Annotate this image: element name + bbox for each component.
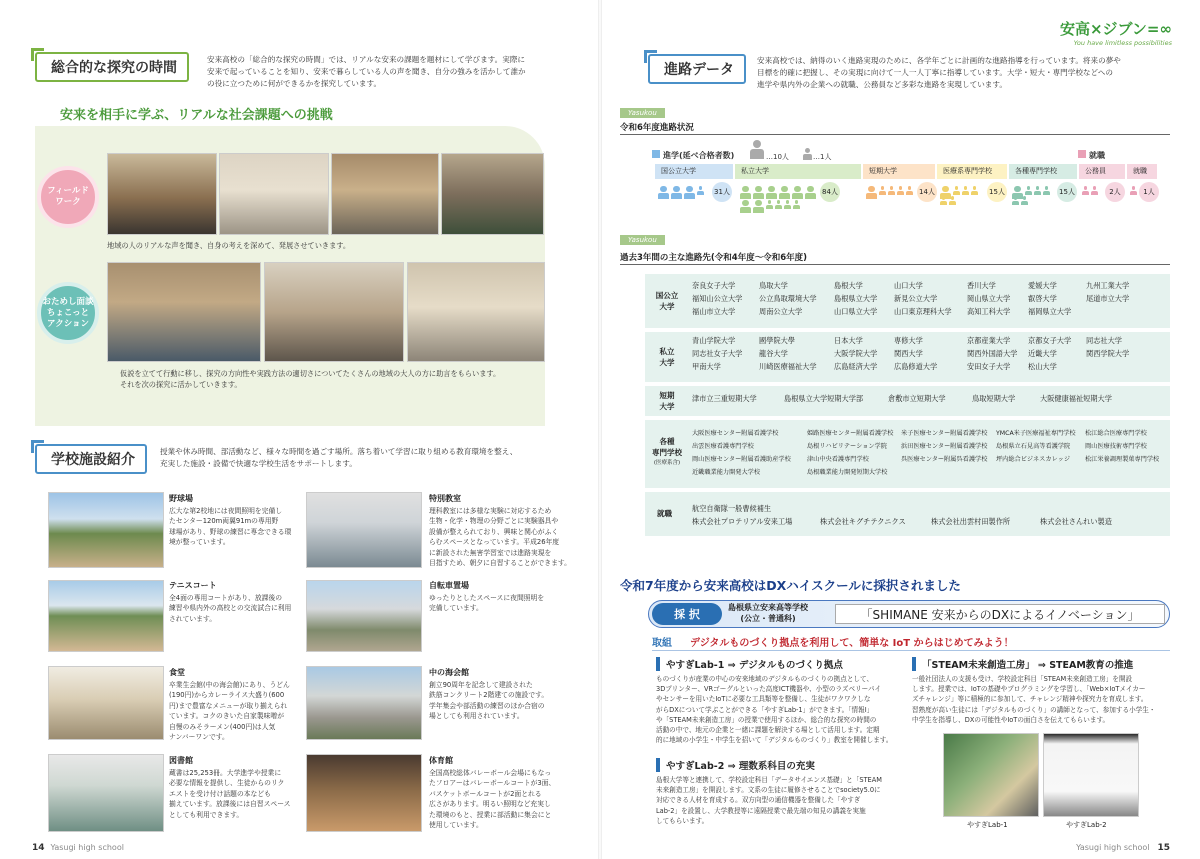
destination-item: 愛媛大学: [1028, 281, 1057, 290]
divider: [620, 264, 1170, 265]
lab1-heading: やすぎLab-1 ⇒ デジタルものづくり拠点: [656, 657, 843, 671]
destination-item: 奈良女子大学: [692, 281, 736, 290]
destination-item: 姫路医療センター附属看護学校: [807, 430, 894, 437]
legend-10: …10人: [766, 153, 789, 161]
category-vocational: 各種専門学校: [1009, 164, 1077, 179]
row-head-private: 私立 大学: [659, 347, 675, 367]
row-head-jobs: 就職: [657, 509, 672, 518]
destination-item: 松江栄養調理製菓専門学校: [1085, 456, 1160, 463]
person-icon: [671, 186, 682, 199]
destination-item: 九州工業大学: [1086, 281, 1130, 290]
past-destinations-title: 過去3年間の主な進路先(令和4年度～令和6年度): [620, 253, 808, 263]
category-junior: 短期大学: [863, 164, 935, 179]
facility-title: 野球場: [169, 494, 193, 503]
steam-text: 一般社団法人の支援も受け、学校設定科目「STEAM未来創造工房」を開設 します。授業では、IoTの基礎やプログラミングを学習し、「Web×IoTメイカー ズチャレンジ」等に積極的に参加して、チャレンジ精神や探究力を育成します。 習熟度が高い生徒には「デジタルものづくり」の講師となって、参加する小学生・ 中学生を指導し、DXの可能性やIoTの面白さを伝えてもらいます。: [912, 675, 1156, 724]
destination-item: 叡啓大学: [1028, 294, 1057, 303]
category-employment: 就職: [1127, 164, 1157, 179]
fieldwork-caption: 地域の人のリアルな声を聞き、自身の考えを深めて、発展させていきます。: [107, 241, 351, 250]
destination-item: 尾道市立大学: [1086, 294, 1130, 303]
person-icon: [684, 186, 695, 199]
destination-item: 川崎医療福祉大学: [759, 362, 817, 371]
person-icon: [1082, 186, 1089, 195]
person-icon: [793, 200, 800, 209]
destination-item: 浜田医療センター附属看護学校: [901, 443, 988, 450]
facility-title: 体育館: [429, 756, 453, 765]
book-spine: [598, 0, 602, 859]
school-name: 島根県立安来高等学校 (公立・普通科): [728, 603, 808, 623]
facility-text: 全4面の専用コートがあり、放課後の 練習や県内外の高校との交流試合に利用 されています。: [169, 594, 292, 623]
person-icon: [971, 186, 978, 195]
count-badge: 15人: [1057, 182, 1077, 202]
lab1-caption: やすぎLab-1: [967, 821, 1008, 829]
person-icon: [897, 186, 904, 195]
row-head-junior: 短期 大学: [659, 391, 675, 411]
person-icon: [753, 186, 764, 199]
person-icon: [766, 186, 777, 199]
destination-item: 京都産業大学: [967, 336, 1011, 345]
fieldwork-label: フィールド ワーク: [37, 166, 99, 228]
table-row-jobs: [645, 492, 1170, 536]
inquiry-intro: 安来高校の「総合的な探究の時間」では、リアルな安来の課題を題材にして学びます。実際に 安来で起っていることを知り、安来で暮らしている人の声を聞き、自分の強みを活かして誰か の役に立つために何ができるかを探究しています。: [207, 55, 526, 88]
baseball-field-photo: [48, 492, 164, 568]
row-head-national: 国公立 大学: [655, 291, 679, 311]
person-icon: [792, 186, 803, 199]
yasukou-tag: Yasukou: [620, 108, 665, 118]
legend-1: …1人: [813, 153, 832, 161]
destination-item: 青山学院大学: [692, 336, 736, 345]
person-icon: [906, 186, 913, 195]
facility-text: ゆったりとしたスペースに夜間照明を 完備しています。: [429, 594, 545, 613]
person-icon: [1021, 196, 1028, 205]
person-icon: [697, 186, 704, 195]
person-icon: [888, 186, 895, 195]
footer-left: 14 Yasugi high school: [32, 843, 124, 853]
destination-item: 津市立三重短期大学: [692, 394, 757, 403]
section-title-facilities: 学校施設紹介: [35, 444, 147, 474]
destination-item: 近畿大学: [1028, 349, 1057, 358]
facility-text: 理科教室には多様な実験に対応するため 生物・化学・物理の分野ごとに実験器具や 設備が整えられており、興味と関心がふく らむスペースとなっています。平成26年度 に新設された無害学習室では進路実現を 目指すため、朝夕に自習することができます。: [429, 507, 571, 568]
destination-item: 津山中央看護専門学校: [807, 456, 869, 463]
divider: [652, 650, 1170, 651]
person-icon: [779, 186, 790, 199]
destination-item: 山口大学: [894, 281, 923, 290]
initiative-text: デジタルものづくり拠点を利用して、簡単な IoT からはじめてみよう！: [690, 638, 1014, 649]
destination-item: 山口県立大学: [834, 307, 878, 316]
legend-shushoku: 就職: [1078, 150, 1105, 161]
facility-title: 中の海会館: [429, 668, 469, 677]
destination-item: 福岡県立大学: [1028, 307, 1072, 316]
bicycle-parking-photo: [306, 580, 422, 652]
facilities-intro: 授業や休み時間、部活動など、様々な時間を過ごす場所。落ち着いて学習に取り組める教育環境を整え、 充実した施設・設備で快適な学校生活をサポートします。: [160, 447, 518, 468]
legend-shingaku: 進学(延べ合格者数): [652, 150, 734, 161]
destination-item: 岡山医療技術専門学校: [1085, 443, 1147, 450]
facility-text: 創立90周年を記念して建設された 鉄筋コンクリート2階建ての施設です。 学年集会や部活動の練習のほか合宿の 場としても利用されています。: [429, 681, 549, 721]
facility-title: 自転車置場: [429, 581, 469, 590]
destination-item: 倉敷市立短期大学: [888, 394, 946, 403]
destination-item: 島根大学: [834, 281, 863, 290]
category-civil-servant: 公務員: [1079, 164, 1125, 179]
count-badge: 84人: [820, 182, 840, 202]
destination-item: 関西外国語大学: [967, 349, 1018, 358]
lab1-text: ものづくりが産業の中心の安来地域のデジタルものづくりの拠点として、 3Dプリンター、VRゴーグルといった高度ICT機器や、小型のラズベリーパイ やセンサーを用いたIoTに必要な工具類等を整備し、生徒がワクワクしな がらDXについて学ぶことができる「やすぎLab-1」ができます。「情報Ⅰ」 や「STEAM未来創造工房」の授業で使用するほか、総合的な探究の時間の 活動の中で、地元の企業と一緒に課題を解決する場として活用します。定期 的に地域の小学生・中学生を招いて「デジタルものづくり」教室を開催します。: [656, 675, 893, 745]
destination-item: 島根県立大学: [834, 294, 878, 303]
destination-item: 松山大学: [1028, 362, 1057, 371]
lab2-heading: やすぎLab-2 ⇒ 理数系科目の充実: [656, 758, 815, 772]
count-badge: 15人: [987, 182, 1007, 202]
destination-item: YMCA米子医療福祉専門学校: [996, 430, 1076, 437]
destination-item: 公立鳥取環境大学: [759, 294, 817, 303]
person-icon: [953, 186, 960, 195]
destination-item: 岡山医療センター附属看護助産学校: [692, 456, 791, 463]
divider: [620, 134, 1170, 135]
cafeteria-photo: [48, 666, 164, 740]
person-icon: [658, 186, 669, 199]
person-icon: [753, 200, 764, 213]
tennis-court-photo: [48, 580, 164, 652]
destination-item: 安田女子大学: [967, 362, 1011, 371]
person-icon: [962, 186, 969, 195]
destination-item: 島根職業能力開発短期大学校: [807, 469, 888, 476]
fieldwork-photo-1: [107, 153, 217, 235]
destination-item: 福知山公立大学: [692, 294, 743, 303]
person-icon: [803, 148, 812, 160]
fieldwork-photo-3: [331, 153, 439, 235]
person-icon: [775, 200, 782, 209]
destination-item: 鳥取大学: [759, 281, 788, 290]
destination-item: 甲南大学: [692, 362, 721, 371]
count-badge: 31人: [712, 182, 732, 202]
count-badge: 1人: [1139, 182, 1159, 202]
person-icon: [1043, 186, 1050, 195]
steam-heading: 「STEAM未来創造工房」 ⇒ STEAM教育の推進: [912, 657, 1133, 671]
person-icon: [740, 200, 751, 213]
destination-item: 松江総合医療専門学校: [1085, 430, 1147, 437]
destination-item: 関西学院大学: [1086, 349, 1130, 358]
library-photo: [48, 754, 164, 832]
destination-item: 鳥取短期大学: [972, 394, 1016, 403]
destination-item: 関西大学: [894, 349, 923, 358]
special-classroom-photo: [306, 492, 422, 568]
destination-item: 山口東京理科大学: [894, 307, 952, 316]
facility-text: 蔵書は25,253冊。大学進学や授業に 必要な情報を提供し、生徒からのリク エストを受け付け話題の本なども 揃えています。放課後には自習スペース としても利用できます。: [169, 769, 291, 819]
destination-item: 坪内総合ビジネスカレッジ: [996, 456, 1071, 463]
destination-item: 岡山県立大学: [967, 294, 1011, 303]
nakanoumi-hall-photo: [306, 666, 422, 740]
destination-item: 株式会社プロテリアル安来工場: [692, 517, 793, 526]
person-icon: [866, 186, 877, 199]
destination-item: 島根リハビリテーション学院: [807, 443, 887, 450]
dx-slogan: 「SHIMANE 安来からのDXによるイノベーション」: [835, 604, 1165, 624]
category-medical: 医療系専門学校: [937, 164, 1007, 179]
count-badge: 14人: [917, 182, 937, 202]
category-national: 国公立大学: [655, 164, 733, 179]
fieldwork-photo-4: [441, 153, 544, 235]
destination-item: 近畿職業能力開発大学校: [692, 469, 761, 476]
lab2-caption: やすぎLab-2: [1066, 821, 1107, 829]
person-icon: [1034, 186, 1041, 195]
gymnasium-photo: [306, 754, 422, 832]
destination-item: 京都女子大学: [1028, 336, 1072, 345]
person-icon: [805, 186, 816, 199]
destination-item: 同志社女子大学: [692, 349, 743, 358]
fieldwork-photo-2: [219, 153, 329, 235]
person-icon: [766, 200, 773, 209]
destination-item: 呉医療センター附属呉看護学校: [901, 456, 988, 463]
adoption-badge: 採 択: [652, 603, 722, 625]
destination-item: 新見公立大学: [894, 294, 938, 303]
destination-item: 専修大学: [894, 336, 923, 345]
destination-item: 出雲医療看護専門学校: [692, 443, 754, 450]
section-title-inquiry: 総合的な探究の時間: [35, 52, 189, 82]
facility-title: 特別教室: [429, 494, 461, 503]
facility-text: 卒業生会館(中の海会館)にあり、うどん (190円)からカレーライス大盛り(600 円)まで豊富なメニューが取り揃えられ ています。コクのきいた自家製味噌が 自慢のみそラーメン(400円)は人気 ナンバーワンです。: [169, 681, 290, 742]
facility-text: 広大な第2校地には夜間照明を完備し たセンター120m両翼91mの専用野 球場があり、野球の練習に専念できる環 境が整っています。: [169, 507, 292, 547]
yasukou-tag: Yasukou: [620, 235, 665, 245]
destination-item: 國學院大學: [759, 336, 795, 345]
person-icon: [940, 196, 947, 205]
lab2-photo: [1043, 733, 1139, 817]
person-icon: [784, 200, 791, 209]
person-icon: [1025, 186, 1032, 195]
action-photo-1: [107, 262, 261, 362]
destination-item: 大阪医療センター附属看護学校: [692, 430, 779, 437]
destination-item: 周南公立大学: [759, 307, 803, 316]
career-intro: 安来高校では、納得のいく進路実現のために、各学年ごとに計画的な進路指導を行っています。将来の夢や 目標を的確に把握し、その実現に向けて一人一人丁寧に指導しています。大学・短大・専門学校などへの 進学や県内外の企業への就職、公務員など多彩な進路を実現しています。: [757, 56, 1121, 89]
action-label: おためし面談 ちょこっと アクション: [37, 282, 99, 344]
destination-item: 香川大学: [967, 281, 996, 290]
row-head-vocational: 各種 専門学校 (医療系含): [652, 437, 682, 466]
person-icon: [879, 186, 886, 195]
destination-item: 株式会社さんれい製造: [1040, 517, 1112, 526]
facility-title: 食堂: [169, 668, 185, 677]
destination-item: 島根県立石見高等看護学院: [996, 443, 1071, 450]
brand-logo: 安高×ジブン=∞ You have limitless possibilities: [1059, 20, 1172, 47]
lab2-text: 島根大学等と連携して、学校設定科目「データサイエンス基礎」と「STEAM 未来創造工房」を開設します。文系の生徒に履修させることでsociety5.0に 対応できる人材を育成する。双方向型の通信機器を整備した「やすぎ Lab-2」を設置し、大学教授等に遠隔授業で最先端の知見の講義を実施 してもらいます。: [656, 776, 882, 825]
action-photo-3: [407, 262, 545, 362]
section-title-career-data: 進路データ: [648, 54, 746, 84]
person-icon: [949, 196, 956, 205]
destination-item: 島根県立大学短期大学部: [784, 394, 864, 403]
person-icon: [1130, 186, 1137, 195]
action-caption: 仮説を立てて行動に移し、探究の方向性や実践方法の適切さについてたくさんの地域の大人の方に助言をもらいます。 それを次の探究に活かしていきます。: [120, 369, 501, 389]
destination-item: 株式会社出雲村田製作所: [931, 517, 1011, 526]
facility-title: テニスコート: [169, 581, 217, 590]
destination-item: 広島修道大学: [894, 362, 938, 371]
person-icon: [740, 186, 751, 199]
destination-item: 日本大学: [834, 336, 863, 345]
destination-item: 大阪学院大学: [834, 349, 878, 358]
initiative-label: 取組: [652, 638, 672, 649]
category-private: 私立大学: [735, 164, 861, 179]
person-icon: [1091, 186, 1098, 195]
lab1-photo: [943, 733, 1039, 817]
destination-item: 株式会社キグチテクニクス: [820, 517, 906, 526]
action-photo-2: [264, 262, 404, 362]
facility-text: 全国高校総体バレーボール会場にもなっ たフロアーはバレーボールコートが3面、 バスケットボールコートが2面とれる 広さがあります。明るい照明など充実し た環境のもと、授業に部活動に集会にと 使用しています。: [429, 769, 556, 830]
destination-item: 高知工科大学: [967, 307, 1011, 316]
destination-item: 米子医療センター附属看護学校: [901, 430, 988, 437]
inquiry-subheading: 安来を相手に学ぶ、リアルな社会課題への挑戦: [60, 108, 333, 123]
destination-item: 大阪健康福祉短期大学: [1040, 394, 1112, 403]
destination-item: 同志社大学: [1086, 336, 1122, 345]
person-icon: [750, 140, 764, 160]
person-icon: [1012, 196, 1019, 205]
footer-right: Yasugi high school 15: [1076, 843, 1170, 853]
status-title: 令和6年度進路状況: [620, 123, 694, 133]
destination-item: 龍谷大学: [759, 349, 788, 358]
dx-title: 令和7年度から安来高校はDXハイスクールに採択されました: [620, 578, 961, 593]
count-badge: 2人: [1105, 182, 1125, 202]
destination-item: 広島経済大学: [834, 362, 878, 371]
destination-item: 福山市立大学: [692, 307, 736, 316]
destination-item: 航空自衛隊一般曹候補生: [692, 504, 772, 513]
facility-title: 図書館: [169, 756, 193, 765]
